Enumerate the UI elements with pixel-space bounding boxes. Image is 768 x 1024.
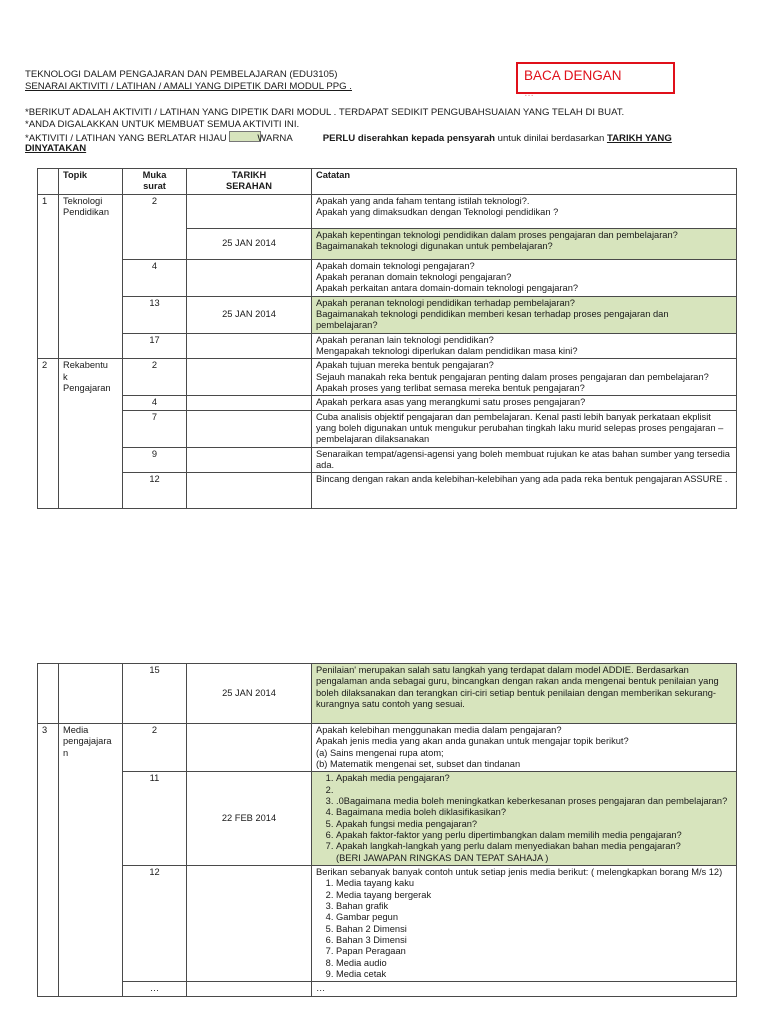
- note-green-prefix: *AKTIVITI / LATIHAN YANG BERLATAR HIJAU: [25, 133, 227, 144]
- list-item: 9. Media cetak: [336, 969, 732, 980]
- question-list: [316, 773, 732, 852]
- topic-name: Rekabentu k Pengajaran: [59, 359, 123, 509]
- topik-column-header: Topik: [59, 169, 123, 195]
- table-row: [38, 396, 737, 410]
- activity-notes: Berikan sebanyak banyak contoh untuk setiap jenis media berikut: ( melengkapkan borang M/s 12) 1. Media tayang kaku 2. Media tayang bergerak 3. Bahan grafik 4. Gambar pegun 5. Bahan 2 Dimensi 6. Bahan 3 Dimensi 7. Papan Peragaan 8. Media audio 9. Media cetak: [312, 865, 737, 981]
- list-item: 7. Apakah langkah-langkah yang perlu dalam menyediakan bahan media pengajaran?: [336, 841, 732, 852]
- list-item: 1. Media tayang kaku: [336, 878, 732, 889]
- list-item: 5. Bahan 2 Dimensi: [336, 924, 732, 935]
- submission-date: [187, 865, 312, 981]
- read-carefully-cut-text: …: [524, 87, 534, 99]
- note-green-partial: WARNA: [257, 133, 293, 144]
- table-row: [38, 333, 737, 359]
- table-row: [38, 447, 737, 473]
- table-row: [38, 724, 737, 772]
- note-green-rows: [25, 131, 672, 145]
- topic-number: [38, 664, 59, 724]
- catatan-column-header: Catatan: [312, 169, 737, 195]
- activity-notes: Senaraikan tempat/agensi-agensi yang boleh membuat rujukan ke atas bahan sumber yang tersedia ada.: [312, 447, 737, 473]
- activity-notes: Apakah tujuan mereka bentuk pengajaran? Sejauh manakah reka bentuk pengajaran penting dalam proses pengajaran dan pembelajaran? Apakah proses yang terlibat semasa mereka bentuk pengajaran?: [312, 359, 737, 396]
- table-row: [38, 359, 737, 396]
- page-number: 4: [123, 396, 187, 410]
- table-row: [38, 865, 737, 981]
- page-number: 4: [123, 259, 187, 296]
- table-row: [38, 410, 737, 447]
- page-number: 17: [123, 333, 187, 359]
- page-number: 11: [123, 772, 187, 866]
- note-green-bold: PERLU diserahkan kepada pensyarah: [322, 133, 495, 144]
- activity-notes-highlighted: Apakah kepentingan teknologi pendidikan dalam proses pengajaran dan pembelajaran? Bagaimanakah teknologi digunakan untuk pembelajaran?: [312, 228, 737, 259]
- submission-date: [187, 259, 312, 296]
- page-number: 12: [123, 865, 187, 981]
- table-row: [38, 259, 737, 296]
- note-green-deadline-1: TARIKH YANG: [606, 133, 672, 144]
- submission-date: [187, 447, 312, 473]
- activity-notes: Apakah yang anda faham tentang istilah teknologi?. Apakah yang dimaksudkan dengan Teknologi pendidikan ?: [312, 194, 737, 228]
- media-list: [316, 878, 732, 980]
- activity-notes: Apakah perkara asas yang merangkumi satu proses pengajaran?: [312, 396, 737, 410]
- topic-name: Media pengajajara n: [59, 724, 123, 997]
- table-row: [38, 296, 737, 333]
- note-encouraged: *ANDA DIGALAKKAN UNTUK MEMBUAT SEMUA AKTIVITI INI.: [25, 119, 300, 130]
- table-row: [38, 772, 737, 866]
- submission-date: [187, 724, 312, 772]
- activity-notes: Apakah kelebihan menggunakan media dalam pengajaran? Apakah jenis media yang akan anda gunakan untuk mengajar topik berikut? (a) Sains mengenai rupa atom; (b) Matematik mengenai set, subset dan tindanan: [312, 724, 737, 772]
- activity-notes-highlighted: [312, 772, 737, 866]
- page-number: 15: [123, 664, 187, 724]
- submission-date: [187, 396, 312, 410]
- activity-notes-highlighted: Apakah peranan teknologi pendidikan terhadap pembelajaran? Bagaimanakah teknologi pendidikan memberi kesan terhadap proses pengajaran dan pembelajaran?: [312, 296, 737, 333]
- activity-notes: Apakah domain teknologi pengajaran? Apakah peranan domain teknologi pengajaran? Apakah perkaitan antara domain-domain teknologi pengajaran?: [312, 259, 737, 296]
- num-column-header: [38, 169, 59, 195]
- activity-notes: …: [312, 982, 737, 996]
- activity-table-page2: [37, 663, 737, 997]
- list-item: 6. Apakah faktor-faktor yang perlu dipertimbangkan dalam memilih media pengajaran?: [336, 830, 732, 841]
- page-number: 2: [123, 359, 187, 396]
- submission-date: [187, 473, 312, 509]
- list-item: 2. Media tayang bergerak: [336, 890, 732, 901]
- topic-number: 2: [38, 359, 59, 509]
- submission-date: [187, 410, 312, 447]
- table-row: [38, 473, 737, 509]
- document-subtitle: SENARAI AKTIVITI / LATIHAN / AMALI YANG DIPETIK DARI MODUL PPG .: [25, 81, 352, 92]
- table-row: [38, 982, 737, 996]
- muka-surat-column-header: Muka surat: [123, 169, 187, 195]
- page-number: 12: [123, 473, 187, 509]
- list-item: 5. Apakah fungsi media pengajaran?: [336, 819, 732, 830]
- answer-instruction: (BERI JAWAPAN RINGKAS DAN TEPAT SAHAJA ): [336, 852, 549, 863]
- page-number: 2: [123, 724, 187, 772]
- activity-notes-highlighted: Penilaian' merupakan salah satu langkah yang terdapat dalam model ADDIE. Berdasarkan pengalaman anda sebagai guru, bincangkan dengan rakan anda mengenai bentuk penilaian yang boleh dilaksanakan dan terangkan ciri-ciri setiap bentuk penilaian dengan memberikan sekurang-kurangnya satu contoh yang sesuai.: [312, 664, 737, 724]
- note-green-normal: untuk dinilai berdasarkan: [497, 133, 605, 144]
- activity-notes: Bincang dengan rakan anda kelebihan-kelebihan yang ada pada reka bentuk pengajaran ASSURE .: [312, 473, 737, 509]
- submission-date: [187, 359, 312, 396]
- list-item: 4. Gambar pegun: [336, 912, 732, 923]
- list-item: 6. Bahan 3 Dimensi: [336, 935, 732, 946]
- submission-date: 25 JAN 2014: [187, 228, 312, 259]
- read-carefully-text: BACA DENGAN: [524, 68, 622, 83]
- page-number: 2: [123, 194, 187, 259]
- note-green-deadline-2: DINYATAKAN: [25, 143, 87, 154]
- topic-number: 1: [38, 194, 59, 359]
- page-number: …: [123, 982, 187, 996]
- list-item: 4. Bagaimana media boleh diklasifikasikan?: [336, 807, 732, 818]
- submission-date: [187, 333, 312, 359]
- table-row: [38, 194, 737, 228]
- activity-table-page1: [37, 168, 737, 509]
- submission-date: [187, 194, 312, 228]
- submission-date: [187, 982, 312, 996]
- list-item: 3. Bahan grafik: [336, 901, 732, 912]
- tarikh-serahan-column-header: TARIKH SERAHAN: [187, 169, 312, 195]
- topic-number: 3: [38, 724, 59, 997]
- document-title: TEKNOLOGI DALAM PENGAJARAN DAN PEMBELAJARAN (EDU3105): [25, 69, 338, 80]
- page-number: 13: [123, 296, 187, 333]
- list-item: 8. Media audio: [336, 958, 732, 969]
- list-item: 1. Apakah media pengajaran?: [336, 773, 732, 784]
- topic-name: [59, 664, 123, 724]
- table-header-row: [38, 169, 737, 195]
- page-number: 9: [123, 447, 187, 473]
- read-carefully-box: [516, 62, 675, 99]
- submission-date: 25 JAN 2014: [187, 296, 312, 333]
- note-modified: *BERIKUT ADALAH AKTIVITI / LATIHAN YANG DIPETIK DARI MODUL . TERDAPAT SEDIKIT PENGUBAHSUAIAN YANG TELAH DI BUAT.: [25, 107, 625, 118]
- submission-date: 22 FEB 2014: [187, 772, 312, 866]
- table-row: [38, 664, 737, 724]
- list-item: [336, 785, 732, 796]
- list-item: 3. .0Bagaimana media boleh meningkatkan keberkesanan proses pengajaran dan pembelajaran?: [336, 796, 732, 807]
- topic-name: Teknologi Pendidikan: [59, 194, 123, 359]
- activity-notes: Apakah peranan lain teknologi pendidikan? Mengapakah teknologi diperlukan dalam pendidikan masa kini?: [312, 333, 737, 359]
- submission-date: 25 JAN 2014: [187, 664, 312, 724]
- activity-notes: Cuba analisis objektif pengajaran dan pembelajaran. Kenal pasti lebih banyak perkataan ekplisit yang boleh digunakan untuk mengukur perubahan tingkah laku murid selepas proses pengajaran –pembelajaran dilaksanakan: [312, 410, 737, 447]
- page-number: 7: [123, 410, 187, 447]
- list-item: 7. Papan Peragaan: [336, 946, 732, 957]
